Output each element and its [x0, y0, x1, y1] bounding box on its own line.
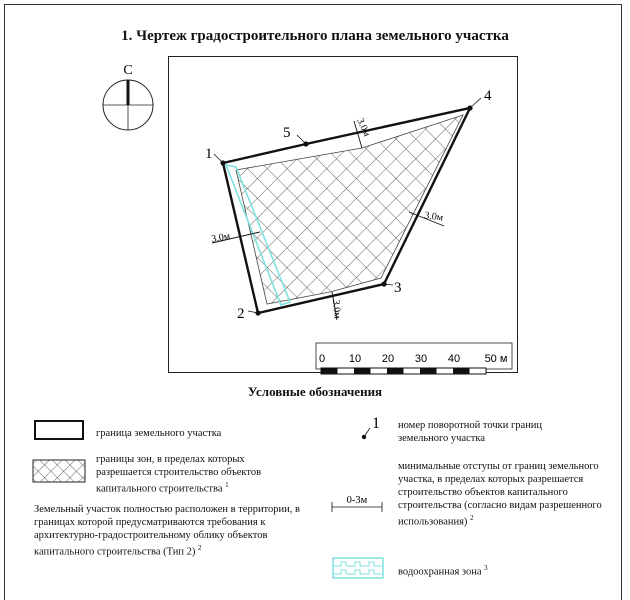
legend-note-footnote: 2 — [198, 544, 202, 552]
legend-zone-symbol — [33, 460, 85, 482]
scale-tick-0: 0 — [318, 353, 326, 365]
north-arrow — [103, 63, 153, 130]
legend-setback-text — [398, 460, 613, 529]
scale-tick-10: 10 — [348, 353, 362, 365]
scale-tick-50: 50 м — [484, 353, 508, 365]
scale-tick-30: 30 — [414, 353, 428, 365]
point-label-1: 1 — [205, 146, 213, 162]
page-title: 1. Чертеж градостроительного плана земельного участка — [121, 28, 509, 44]
legend-point-text: номер поворотной точки границ земельного участка — [398, 420, 543, 444]
point-label-3: 3 — [394, 280, 402, 296]
setback-label-right: 3.0м — [423, 210, 444, 224]
legend-boundary-symbol — [34, 420, 84, 440]
legend-point-number: 1 — [372, 415, 380, 432]
scale-bar — [316, 343, 512, 374]
point-label-4: 4 — [484, 88, 492, 104]
legend-zone-desc: границы зон, в пределах которых разрешается строительство объектов капитального строительства — [96, 454, 262, 495]
legend-note-text — [34, 503, 304, 559]
legend-boundary-text: граница земельного участка — [96, 428, 222, 439]
setback-label-top: 3.0м — [354, 116, 373, 139]
setback-label-bottom: 3.0м — [330, 299, 343, 320]
legend-setback-footnote: 2 — [470, 514, 474, 522]
legend-zone-text — [96, 453, 276, 496]
legend-water-symbol — [333, 558, 383, 578]
north-label: С — [123, 63, 133, 78]
legend-setback-desc: минимальные отступы от границ земельного участка, в пределах которых разрешается строительство объектов капитального строительства (согласно видам разрешенного использования) — [398, 461, 602, 528]
legend-setback-symbol — [332, 495, 382, 512]
setback-label-left: 3.0м — [210, 230, 232, 245]
legend-water-desc: водоохранная зона — [398, 566, 482, 578]
scale-tick-20: 20 — [381, 353, 395, 365]
point-label-2: 2 — [237, 306, 245, 322]
point-label-5: 5 — [283, 125, 291, 141]
legend-zone-footnote: 1 — [225, 481, 229, 489]
legend-point-symbol — [362, 415, 380, 439]
legend-note-desc: Земельный участок полностью расположен в территории, в границах которой предусматриваются требования к архитектурно-градостроительному облику объектов капитального строительства (Тип 2) — [34, 504, 300, 558]
legend-setback-label: 0-3м — [346, 495, 368, 506]
legend-title: Условные обозначения — [247, 384, 383, 399]
legend-water-text — [398, 562, 568, 579]
legend-water-footnote: 3 — [484, 564, 488, 572]
scale-tick-40: 40 — [447, 353, 461, 365]
